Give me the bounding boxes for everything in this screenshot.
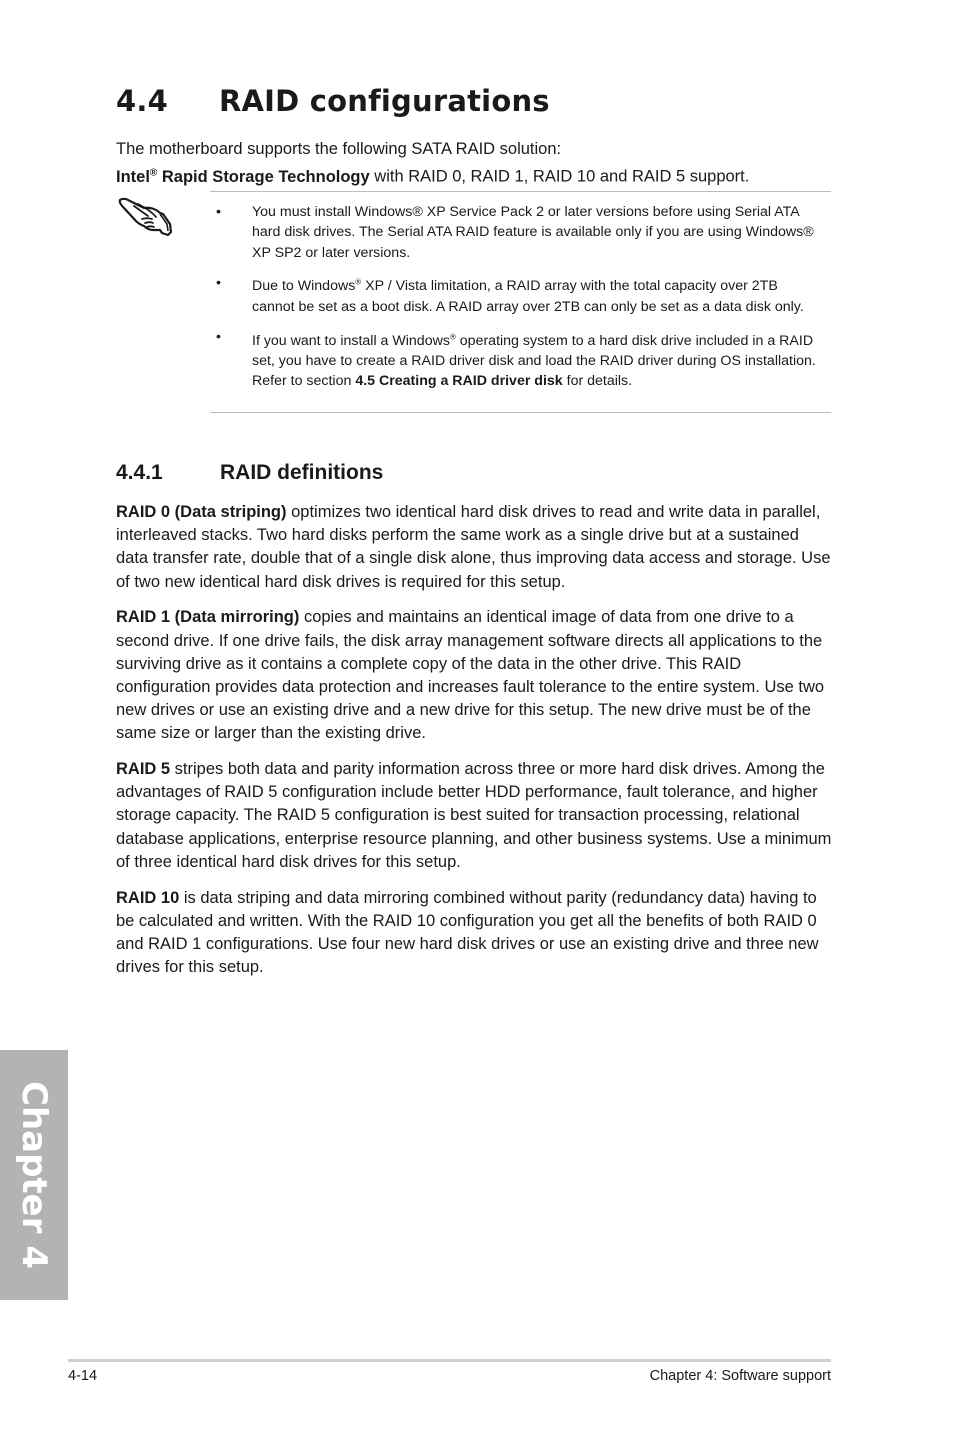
section-number: 4.4 — [116, 84, 168, 118]
definition-term: RAID 5 — [116, 760, 171, 779]
chapter-tab — [0, 1050, 68, 1300]
bullet: • — [216, 328, 221, 345]
definition-text: stripes both data and parity information across three or more hard disk drives. Among the advantages of RAID 5 configuration include better HDD performance, fault tolerance, and higher storage capacity. The RAID 5 configuration is best suited for transaction processing, relational database applications, enterprise resource planning, and other business systems. Use a minimum of three identical hard disk drives for this setup. — [116, 760, 832, 871]
page-number: 4-14 — [68, 1368, 98, 1384]
section-title-text: RAID configurations — [219, 84, 550, 118]
definition-raid-10 — [116, 887, 834, 980]
note-bottom-divider — [210, 412, 831, 413]
intro-support-text: with RAID 0, RAID 1, RAID 10 and RAID 5 support. — [369, 167, 750, 186]
note-top-divider — [210, 191, 831, 192]
chapter-tab-label: Chapter 4 — [14, 1080, 54, 1270]
section-title — [116, 84, 550, 118]
intro-text — [116, 138, 836, 189]
definition-term: RAID 0 (Data striping) — [116, 503, 287, 521]
intel-brand: Intel® Rapid Storage Technology — [116, 167, 370, 186]
note-text: Due to Windows® XP / Vista limitation, a RAID array with the total capacity over 2TB cannot be set as a boot disk. A RAID array over 2TB can only be set as a data disk only. — [252, 277, 804, 315]
intro-line-1: The motherboard supports the following SATA RAID solution: — [116, 140, 562, 158]
note-list — [216, 202, 821, 401]
note-text: If you want to install a Windows® operating system to a hard disk drive included in a RAID set, you have to create a RAID driver disk and load the RAID driver during OS installation. Refer to section 4.5 Creating a RAID driver disk for details. — [252, 331, 816, 390]
note-item — [216, 202, 821, 263]
subsection-number: 4.4.1 — [116, 461, 163, 484]
bullet: • — [216, 204, 221, 220]
definition-raid-5 — [116, 758, 834, 874]
hand-pointer-icon — [116, 194, 174, 238]
note-text: You must install Windows® XP Service Pack 2 or later versions before using Serial ATA hard disk drives. The Serial ATA RAID feature is available only if you are using Windows® XP SP2 or later versions. — [252, 204, 814, 261]
note-item — [216, 273, 821, 318]
subsection-title-text: RAID definitions — [220, 461, 384, 484]
definition-text: optimizes two identical hard disk drives to read and write data in parallel, interleaved stacks. Two hard disks perform the same work as a single drive but at a sustained data transfer rate, double that of a single disk alone, thus improving data access and storage. Use of two new identical hard disk drives is required for this setup. — [116, 503, 831, 591]
intro-line-2 — [116, 161, 836, 189]
definition-term: RAID 1 (Data mirroring) — [116, 608, 300, 627]
definition-raid-1 — [116, 606, 834, 745]
subsection-title — [116, 461, 383, 485]
note-item — [216, 327, 821, 392]
definition-term: RAID 10 — [116, 888, 180, 907]
definition-text: copies and maintains an identical image of data from one drive to a second drive. If one drive fails, the disk array management software directs all applications to the surviving drive as it contains a complete copy of the data in the other drive. This RAID configuration provides data protection and increases fault tolerance to the entire system. Use two new drives or use an existing drive and a new drive for this setup. The new drive must be of the same size or larger than the existing drive. — [116, 608, 825, 743]
bullet: • — [216, 274, 221, 291]
definition-raid-0 — [116, 501, 834, 594]
section-reference: 4.5 Creating a RAID driver disk — [355, 373, 563, 390]
footer-chapter-title: Chapter 4: Software support — [649, 1368, 831, 1384]
raid-definitions — [116, 501, 834, 992]
footer-divider — [68, 1359, 831, 1362]
definition-text: is data striping and data mirroring combined without parity (redundancy data) having to be calculated and written. With the RAID 10 configuration you get all the benefits of both RAID 0 and RAID 1 configurations. Use four new hard disk drives or use an existing drive and three new drives for this setup. — [116, 888, 819, 977]
